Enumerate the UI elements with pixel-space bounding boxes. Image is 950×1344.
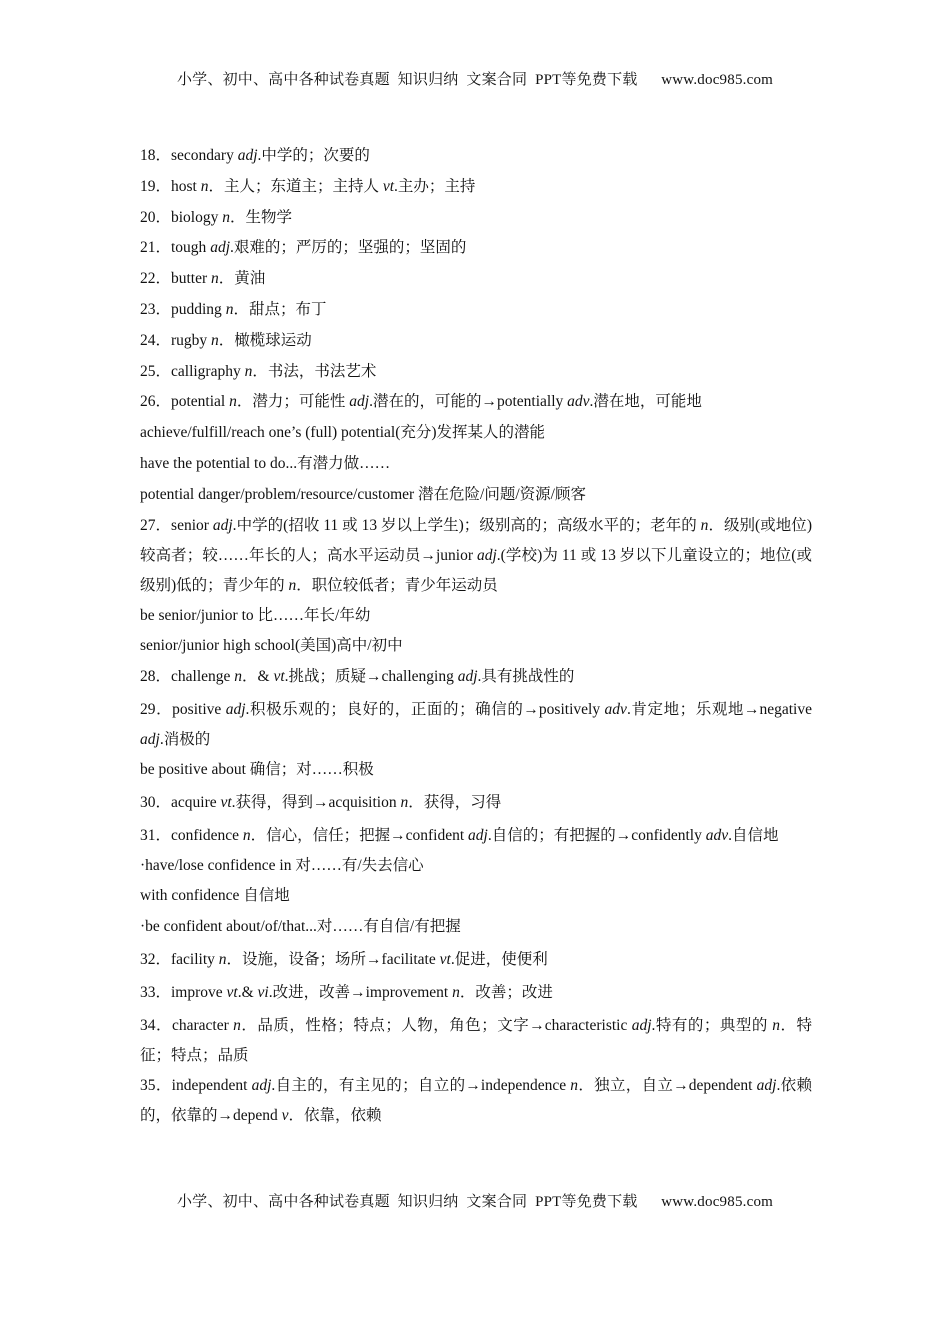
phrase-line: ·be confident about/of/that...对……有自信/有把握 — [140, 918, 461, 936]
phrase-line: potential danger/problem/resource/customer 潜在危险/问题/资源/顾客 — [140, 485, 586, 503]
phrase-line: with confidence 自信地 — [140, 887, 290, 905]
entry-26: 26．potential n．潜力；可能性 adj.潜在的，可能的→potentially adv.潜在地，可能地 — [140, 393, 702, 411]
entry-21: 21．tough adj.艰难的；严厉的；坚强的；坚固的 — [140, 239, 467, 257]
vocabulary-list — [140, 141, 812, 1131]
phrase-line: be senior/junior to 比……年长/年幼 — [140, 606, 371, 624]
entry-19: 19．host n．主人；东道主；主持人 vt.主办；主持 — [140, 177, 476, 195]
entry-32: 32．facility n．设施，设备；场所→facilitate vt.促进，使便利 — [140, 950, 548, 968]
entry-34: 34．character n．品质，性格；特点；人物，角色；文字→characteristic adj.特有的；典型的 n．特征；特点；品质 — [140, 1016, 812, 1064]
phrase-line: achieve/fulfill/reach one’s (full) potential(充分)发挥某人的潜能 — [140, 424, 546, 442]
entry-30: 30．acquire vt.获得，得到→acquisition n．获得，习得 — [140, 793, 502, 811]
entry-27: 27．senior adj.中学的(招收 11 或 13 岁以上学生)；级别高的；高级水平的；老年的 n．级别(或地位)较高者；较……年长的人；高水平运动员→junior adj.(学校)为 11 或 13 岁以下儿童设立的；地位(或级别)低的；青少年的 n．职位较低者；青少年运动员 — [140, 516, 812, 594]
entry-20: 20．biology n．生物学 — [140, 208, 293, 226]
phrase-line: ·have/lose confidence in 对……有/失去信心 — [140, 856, 424, 874]
entry-35: 35．independent adj.自主的，有主见的；自立的→independence n．独立，自立→dependent adj.依赖的，依靠的→depend v．依靠，依赖 — [140, 1076, 812, 1124]
entry-25: 25．calligraphy n．书法，书法艺术 — [140, 362, 377, 380]
entry-24: 24．rugby n．橄榄球运动 — [140, 331, 312, 349]
phrase-line: have the potential to do...有潜力做…… — [140, 454, 391, 472]
entry-23: 23．pudding n．甜点；布丁 — [140, 300, 327, 318]
entry-22: 22．butter n．黄油 — [140, 270, 266, 288]
entry-18: 18．secondary adj.中学的；次要的 — [140, 147, 370, 164]
page-footer: 小学、初中、高中各种试卷真题 知识归纳 文案合同 PPT等免费下载 www.doc985.com — [176, 1194, 774, 1210]
phrase-line: senior/junior high school(美国)高中/初中 — [140, 637, 403, 655]
page-header: 小学、初中、高中各种试卷真题 知识归纳 文案合同 PPT等免费下载 www.doc985.com — [176, 72, 774, 88]
entry-31: 31．confidence n．信心，信任；把握→confident adj.自信的；有把握的→confidently adv.自信地 — [140, 826, 779, 844]
entry-33: 33．improve vt.& vi.改进，改善→improvement n．改善；改进 — [140, 983, 553, 1001]
entry-28: 28．challenge n．& vt.挑战；质疑→challenging adj.具有挑战性的 — [140, 668, 575, 686]
entry-29: 29．positive adj.积极乐观的；良好的，正面的；确信的→positively adv.肯定地；乐观地→negative adj.消极的 — [140, 700, 812, 748]
phrase-line: be positive about 确信；对……积极 — [140, 760, 374, 778]
